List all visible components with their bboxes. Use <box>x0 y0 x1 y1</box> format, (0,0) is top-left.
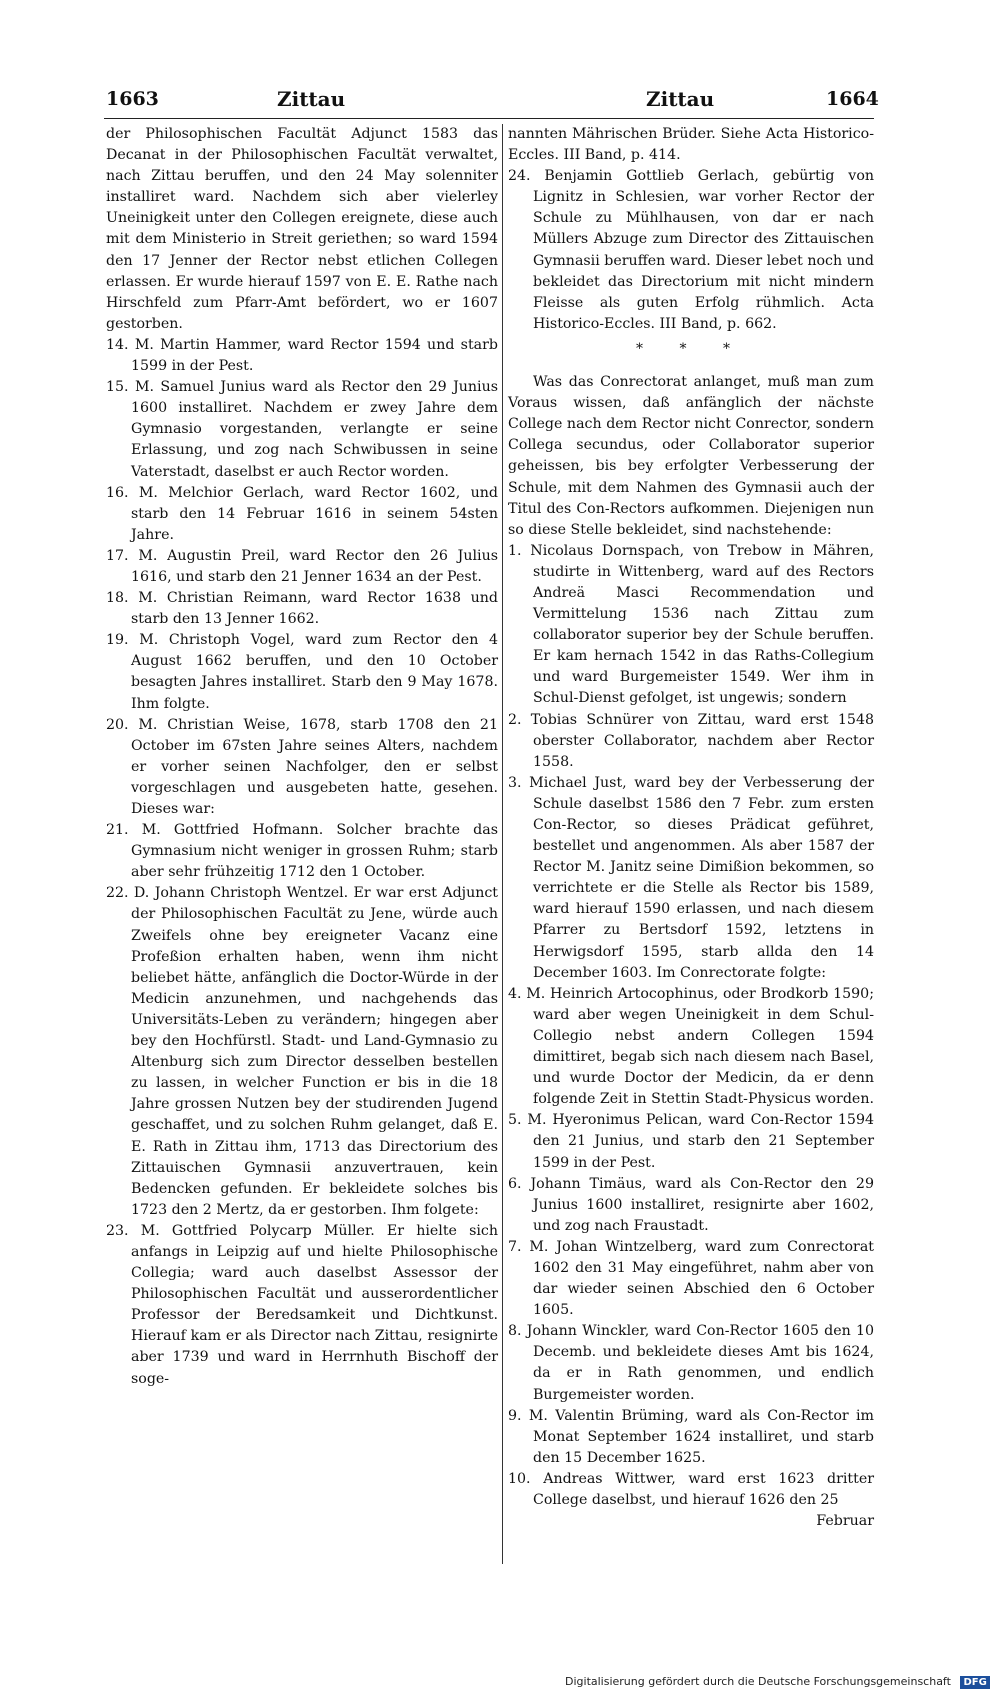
dfg-logo-icon: DFG <box>960 1676 989 1689</box>
conrector-entry: 8. Johann Winckler, ward Con-Rector 1605 den 10 Decemb. und bekleidete dieses Amt bis 1624, da er in Rath genommen, und endlich Burgemeister worden. <box>508 1323 874 1403</box>
rector-entry: 22. D. Johann Christoph Wentzel. Er war erst Adjunct der Philosophischen Facultät zu Jene, würde auch Zweifels ohne bey ereigneter Vacanz eine Profeßion erhalten haben, wenn ihm nicht beliebet hätte, anfänglich die Doctor-Würde in der Medicin anzunehmen, und nachgehends das Universitäts-Leben zu verändern; hingegen aber bey den Hochfürstl. Stadt- und Land-Gymnasio zu Altenburg sich zum Director desselben bestellen zu lassen, in welcher Function er bis in die 18 Jahre grossen Nutzen bey der studirenden Jugend geschaffet, und zu solchen Ruhm gelanget, daß E. E. Rath in Zittau ihm, 1713 das Directorium des Zittauischen Gymnasii anzuvertrauen, kein Bedencken gefunden. Er bekleidete solches bis 1723 den 2 Mertz, da er gestorben. Ihm folgete: <box>106 885 498 1218</box>
digitization-footer <box>565 1675 990 1689</box>
rector-entry: 23. M. Gottfried Polycarp Müller. Er hielte sich anfangs in Leipzig auf und hielte Philosophische Collegia; ward auch daselbst Assessor der Philosophischen Facultät und ausserordentlicher Professor der Beredsamkeit und Dichtkunst. Hierauf kam er als Director nach Zittau, resignirte aber 1739 und ward in Herrnhuth Bischoff der soge- <box>106 1222 498 1387</box>
footer-credit-text: Digitalisierung gefördert durch die Deutsche Forschungsgemeinschaft <box>565 1675 951 1688</box>
rector-entry: 20. M. Christian Weise, 1678, starb 1708 den 21 October im 67sten Jahre seines Alters, nachdem er vorher seinen Nachfolger, den er selbst vorgeschlagen und ausgebeten hatte, gesehen. Dieses war: <box>106 716 498 817</box>
rector-entry: 21. M. Gottfried Hofmann. Solcher brachte das Gymnasium nicht weniger in grossen Ruhm; starb aber sehr frühzeitig 1712 den 1 October. <box>106 822 498 881</box>
conrector-entry: 5. M. Hyeronimus Pelican, ward Con-Rector 1594 den 21 Junius, und starb den 21 September 1599 in der Pest. <box>508 1112 874 1171</box>
conrector-entry: 6. Johann Timäus, ward als Con-Rector den 29 Junius 1600 installiret, resignirte aber 1602, und zog nach Fraustadt. <box>508 1175 874 1234</box>
conrector-entry: 3. Michael Just, ward bey der Verbesserung der Schule daselbst 1586 den 7 Febr. zum ersten Con-Rector, so dieses Prädicat geführet, bestellet und angenommen. Als aber 1587 der Rector M. Janitz seine Dimißion bekommen, so verrichtete er die Stelle als Rector bis 1589, ward hierauf 1590 erlassen, und nach diesem Pfarrer zu Bertsdorf 1592, letztens in Herwigsdorf 1595, starb allda den 14 December 1603. Im Conrectorate folgte: <box>508 774 874 981</box>
left-running-head: Zittau <box>277 87 346 111</box>
conrector-entry: 2. Tobias Schnürer von Zittau, ward erst 1548 oberster Collaborator, nachdem aber Rector 1558. <box>508 711 874 770</box>
rector-entry: 18. M. Christian Reimann, ward Rector 1638 und starb den 13 Jenner 1662. <box>106 590 498 628</box>
left-page-number: 1663 <box>106 88 159 110</box>
rector-entry: 17. M. Augustin Preil, ward Rector den 26 Julius 1616, und starb den 21 Jenner 1634 an der Pest. <box>106 547 498 585</box>
conrector-intro-text: Was das Conrectorat anlanget, muß man zum Voraus wissen, daß anfänglich der nächste College nach dem Rector nicht Conrector, sondern Collega secundus, oder Collaborator superior geheissen, bis bey erfolgter Verbesserung der Schule, mit dem Nahmen des Gymnasii auch der Titul des Con-Rectors aufkommen. Diejenigen nun so diese Stelle bekleidet, sind nachstehende: <box>508 374 874 538</box>
rector-entry: 16. M. Melchior Gerlach, ward Rector 1602, und starb den 14 Februar 1616 in seinem 54sten Jahre. <box>106 484 498 543</box>
conrector-entry: 7. M. Johan Wintzelberg, ward zum Conrectorat 1602 den 31 May eingeführet, nahm aber von dar wieder seinen Abschied den 6 October 1605. <box>508 1238 874 1319</box>
catchword: Februar <box>816 1513 874 1530</box>
right-running-head: Zittau <box>646 87 715 111</box>
conrector-entry: 1. Nicolaus Dornspach, von Trebow in Mähren, studirte in Wittenberg, ward auf des Rectors Andreä Masci Recommendation und Vermittelung 1536 nach Zittau zum collaborator superior bey der Schule beruffen. Er kam hernach 1542 in das Raths-Collegium und ward Burgemeister 1549. Wer ihm in Schul-Dienst gefolget, ist ungewis; sondern <box>508 542 874 707</box>
section-divider-stars: * * * <box>636 340 746 357</box>
rector-entry: 19. M. Christoph Vogel, ward zum Rector den 4 August 1662 beruffen, und den 10 October besagten Jahres installiret. Starb den 9 May 1678. Ihm folgte. <box>106 632 498 712</box>
conrector-entry: 9. M. Valentin Brüming, ward als Con-Rector im Monat September 1624 installiret, und starb den 15 December 1625. <box>508 1407 874 1466</box>
right-column <box>508 124 874 1532</box>
rector-entry: 15. M. Samuel Junius ward als Rector den 29 Junius 1600 installiret. Nachdem er zwey Jahre dem Gymnasio vorgestanden, verlangte er seine Erlassung, und zog nach Schwibussen in seine Vaterstadt, daselbst er auch Rector worden. <box>106 379 498 480</box>
left-intro-text: der Philosophischen Facultät Adjunct 1583 das Decanat in der Philosophischen Facultät verwaltet, nach Zittau beruffen, und den 24 May solenniter installiret ward. Nachdem sich aber vielerley Uneinigkeit unter den Collegen ereignete, diese auch mit dem Ministerio in Streit geriethen; so ward 1594 den 17 Jenner der Rector nebst etlichen Collegen erlassen. Er wurde hierauf 1597 von E. E. Rathe nach Hirschfeld zum Pfarr-Amt befördert, wo er 1607 gestorben. <box>106 126 498 332</box>
right-intro-text: nannten Mährischen Brüder. Siehe Acta Historico-Eccles. III Band, p. 414. <box>508 126 874 164</box>
rector-entry: 24. Benjamin Gottlieb Gerlach, gebürtig von Lignitz in Schlesien, war vorher Rector der Schule zu Mühlhausen, von dar er nach Müllers Abzuge zum Director des Zittauischen Gymnasii beruffen ward. Dieser lebet noch und bekleidet das Directorium mit nicht mindern Fleisse als guten Erfolg rühmlich. Acta Historico-Eccles. III Band, p. 662. <box>508 168 874 332</box>
column-separator <box>502 124 503 1564</box>
rector-entry: 14. M. Martin Hammer, ward Rector 1594 und starb 1599 in der Pest. <box>106 336 498 375</box>
conrector-entry: 10. Andreas Wittwer, ward erst 1623 dritter College daselbst, und hierauf 1626 den 25 <box>508 1470 874 1508</box>
conrector-entry: 4. M. Heinrich Artocophinus, oder Brodkorb 1590; ward aber wegen Uneinigkeit in dem Schul-Collegio nebst andern Collegen 1594 dimittiret, begab sich nach diesem nach Basel, und wurde Doctor der Medicin, da er denn folgende Zeit in Stettin Stadt-Physicus worden. <box>508 985 874 1108</box>
left-column <box>106 124 498 1390</box>
right-page-number: 1664 <box>826 88 879 110</box>
header-rule <box>104 118 874 119</box>
